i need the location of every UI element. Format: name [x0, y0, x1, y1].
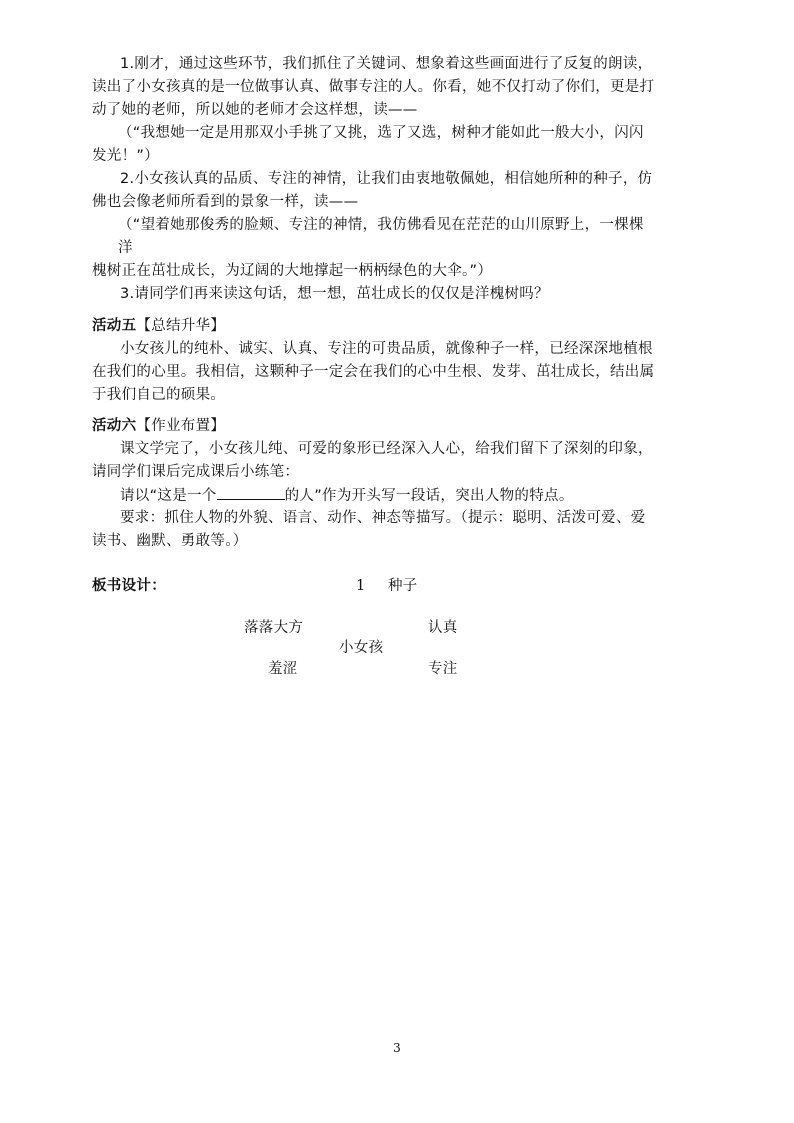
- activity-6-line-5: 读书、幽默、勇敢等。）: [92, 533, 248, 549]
- board-right-top: 认真: [428, 620, 458, 636]
- paragraph-2-line-2: 佛也会像老师所看到的景象一样，读——: [92, 194, 359, 210]
- board-left-top: 落落大方: [244, 620, 304, 636]
- board-center: 小女孩: [339, 640, 384, 656]
- quote-2-line-2: 洋: [118, 240, 133, 256]
- activity-6-line-1: 课文学完了，小女孩儿纯、可爱的象形已经深入人心，给我们留下了深刻的印象，: [120, 441, 653, 457]
- board-left-bottom: 羞涩: [268, 661, 298, 677]
- board-lesson-title: 种子: [388, 578, 418, 594]
- quote-2-line-1: （“望着她那俊秀的脸颊、专注的神情，我仿佛看见在茫茫的山川原野上，一棵棵: [118, 217, 644, 233]
- activity-6-line-2: 请同学们课后完成课后小练笔：: [92, 464, 300, 480]
- prompt-before-blank: 请以“这是一个: [120, 488, 217, 504]
- activity-5-heading-bracket: 【总结升华】: [136, 318, 226, 334]
- activity-5-line-3: 于我们自己的硕果。: [92, 387, 226, 403]
- paragraph-1-line-3: 动了她的老师，所以她的老师才会这样想，读——: [92, 102, 418, 118]
- fill-in-blank: [217, 485, 285, 500]
- paragraph-1-line-2: 读出了小女孩真的是一位做事认真、做事专注的人。你看，她不仅打动了你们，更是打: [92, 79, 655, 95]
- activity-5-line-2: 在我们的心里。我相信，这颗种子一定会在我们的心中生根、发芽、茁壮成长，结出属: [92, 364, 655, 380]
- board-design-label: 板书设计：: [92, 578, 166, 594]
- paragraph-3-line-1: 3.请同学们再来读这句话，想一想，茁壮成长的仅仅是洋槐树吗？: [120, 286, 549, 302]
- activity-5-line-1: 小女孩儿的纯朴、诚实、认真、专注的可贵品质，就像种子一样，已经深深地植根: [120, 341, 653, 357]
- board-lesson-number: 1: [356, 578, 366, 594]
- activity-5-heading-prefix: 活动五: [92, 318, 137, 334]
- activity-6-line-4: 要求：抓住人物的外貌、语言、动作、神态等描写。（提示：聪明、活泼可爱、爱: [120, 510, 646, 526]
- activity-6-line-3: [120, 485, 574, 506]
- activity-6-heading-bracket: 【作业布置】: [136, 418, 226, 434]
- activity-6-heading: [92, 416, 225, 436]
- prompt-after-blank: 的人”作为开头写一段话，突出人物的特点。: [284, 488, 574, 504]
- quote-1-line-2: 发光！”）: [92, 148, 160, 164]
- paragraph-2-line-1: 2.小女孩认真的品质、专注的神情，让我们由衷地敬佩她，相信她所种的种子，仿: [120, 171, 653, 187]
- activity-5-heading: [92, 316, 225, 336]
- activity-6-heading-prefix: 活动六: [92, 418, 137, 434]
- board-right-bottom: 专注: [428, 661, 458, 677]
- quote-1-line-1: （“我想她一定是用那双小手挑了又挑，选了又选，树种才能如此一般大小，闪闪: [118, 125, 644, 141]
- paragraph-1-line-1: 1.刚才，通过这些环节，我们抓住了关键词、想象着这些画面进行了反复的朗读，: [120, 56, 653, 72]
- quote-2-line-3: 槐树正在茁壮成长，为辽阔的大地撑起一柄柄绿色的大伞。”）: [92, 263, 493, 279]
- page-number: 3: [393, 1041, 401, 1055]
